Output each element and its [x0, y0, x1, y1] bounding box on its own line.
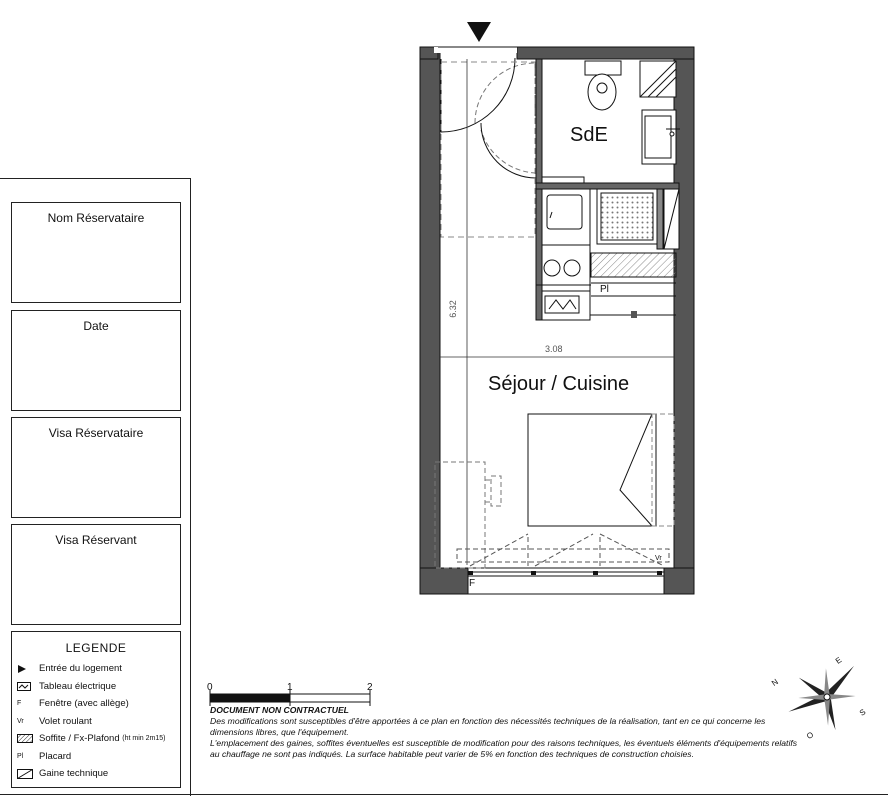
box-visa-reservant-label: Visa Réservant: [55, 533, 137, 547]
scale-2: 2: [367, 682, 373, 693]
compass-s: S: [857, 707, 868, 718]
window-symbol: F: [17, 700, 22, 708]
placard-label: Pl: [600, 284, 609, 295]
box-visa-reservataire-label: Visa Réservataire: [48, 426, 144, 440]
disclaimer-line: L'emplacement des gaines, soffites éventuelles est susceptible de modification pour des raisons techniques, les éventuels éléments d'équipements relatifs: [210, 738, 798, 748]
shower-tiles: [597, 189, 663, 249]
dimension-width: 3.08: [545, 344, 563, 354]
shower-tray: [640, 61, 676, 97]
bed: [528, 414, 674, 526]
disclaimer-heading: DOCUMENT NON CONTRACTUEL: [210, 705, 349, 715]
scale-1: 1: [287, 682, 293, 693]
legend-item: F Fenêtre (avec allège): [17, 698, 129, 710]
entry-arrow-icon: [467, 22, 491, 42]
legend-item: Pl Placard: [17, 750, 72, 762]
disclaimer-line: Des modifications sont susceptibles d'être apportées à ce plan en fonction des nécessités techniques de la réalisation, tant en ce qui concerne les: [210, 716, 766, 726]
legend-title: LEGENDE: [65, 641, 127, 655]
desk: [435, 462, 501, 568]
legend-item: Soffite / Fx-Plafond (ht min 2m15): [17, 730, 180, 748]
shutter-label: Vr: [655, 555, 662, 562]
legend-item: Entrée du logement: [17, 660, 180, 678]
disclaimer-line: au chauffage ne sont pas indiqués. La surface habitable peut varier de 5% en fonction des techniques de construction choisies.: [210, 749, 694, 759]
placard-symbol: Pl: [17, 752, 24, 760]
placard-hatch: [591, 253, 676, 277]
box-date-label: Date: [83, 319, 109, 333]
disclaimer-line: dimensions libres, que l'équipement.: [210, 727, 349, 737]
technical-duct-icon: [664, 189, 679, 249]
room-label-sejour: Séjour / Cuisine: [488, 373, 630, 395]
compass-o: O: [804, 730, 816, 741]
compass-e: E: [833, 655, 844, 666]
room-label-sde: SdE: [570, 124, 608, 146]
window-label: F: [469, 578, 476, 589]
shutter-symbol: Vr: [17, 717, 24, 725]
box-nom-label: Nom Réservataire: [47, 211, 145, 225]
scale-0: 0: [207, 682, 213, 693]
legend-item: Gaine technique: [17, 765, 180, 783]
disclaimer-note: [210, 705, 888, 760]
kitchenette: [542, 189, 590, 320]
dimension-height: 6.32: [447, 300, 458, 318]
toilet-icon: [585, 61, 621, 110]
window-bottom: [468, 568, 664, 594]
legend-item: Vr Volet roulant: [17, 715, 92, 727]
legend-item: Tableau électrique: [17, 678, 180, 696]
washbasin-icon: [642, 110, 680, 164]
compass-n: N: [769, 677, 780, 688]
window-swing: [457, 534, 669, 566]
